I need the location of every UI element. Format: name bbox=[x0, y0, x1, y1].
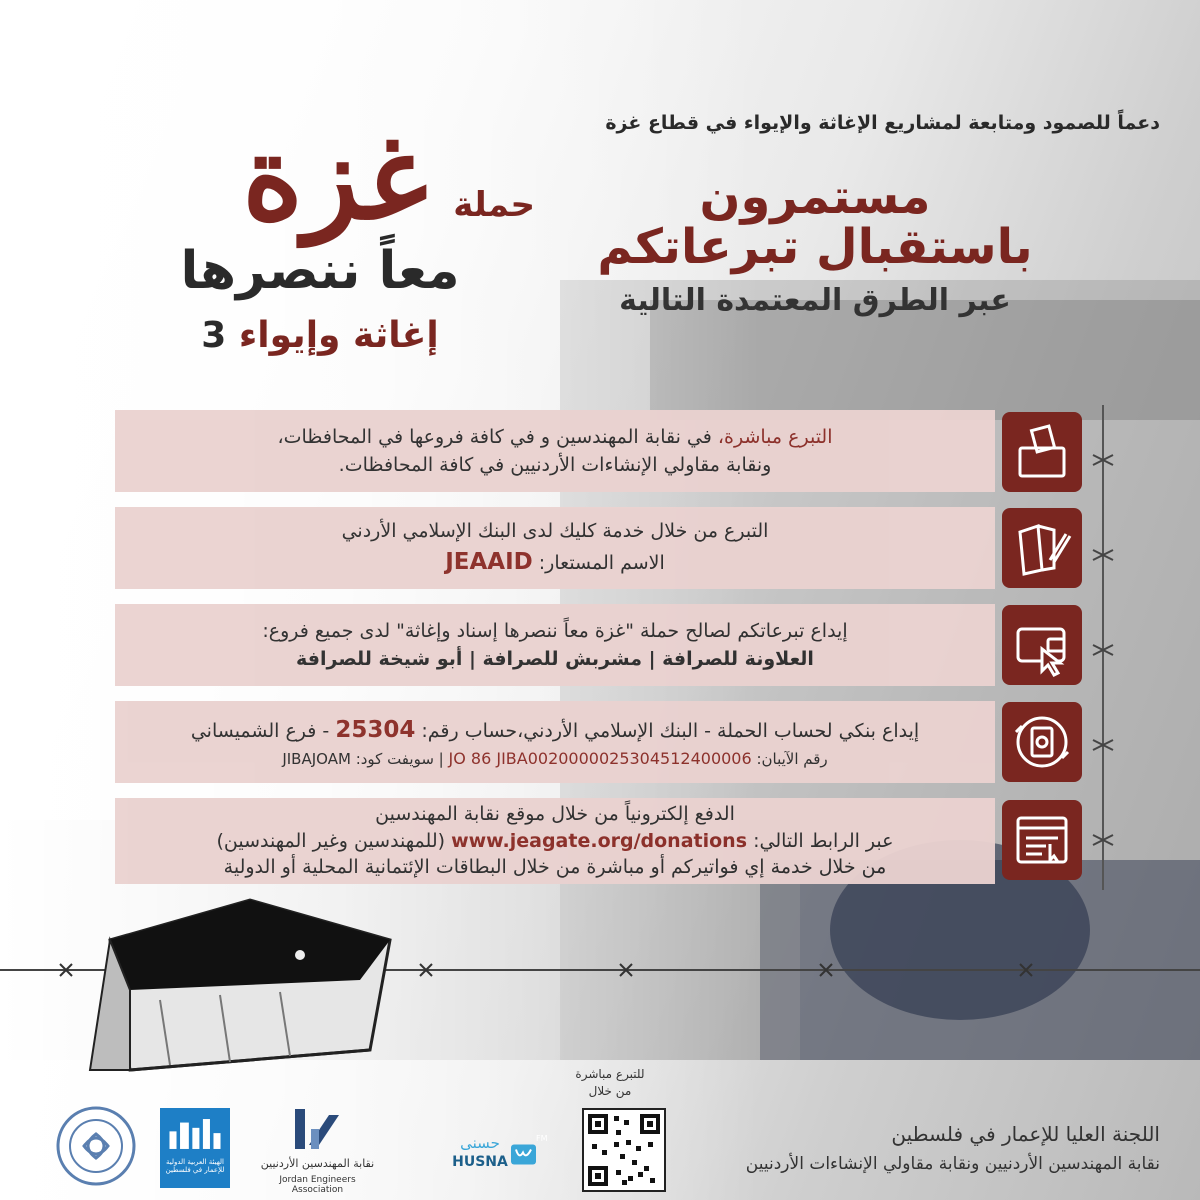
footer-organizers bbox=[690, 1122, 1160, 1174]
method-exchange bbox=[115, 604, 995, 686]
headline-line1: مستمرون bbox=[699, 169, 931, 225]
campaign-ighatha: إغاثة وإيواء bbox=[238, 315, 439, 356]
cash-deposit-icon bbox=[1002, 702, 1082, 782]
method-bank-branch: - فرع الشميساني bbox=[190, 719, 330, 742]
method-direct-line1 bbox=[129, 423, 981, 452]
qr-caption bbox=[560, 1066, 660, 1100]
method-online-line2 bbox=[129, 828, 981, 855]
method-online-note: (للمهندسين وغير المهندسين) bbox=[216, 829, 446, 852]
footer-line1: اللجنة العليا للإعمار في فلسطين bbox=[891, 1122, 1160, 1146]
campaign-maan: معاً ننصرها bbox=[180, 241, 460, 301]
qr-caption-line1: للتبرع مباشرة bbox=[575, 1067, 645, 1081]
method-bank-swift-label: | سويفت كود: bbox=[355, 750, 444, 769]
method-bank bbox=[115, 701, 995, 783]
ballot-box-icon bbox=[1002, 412, 1082, 492]
husna-fm: FM bbox=[536, 1134, 548, 1143]
round-emblem-logo bbox=[55, 1105, 137, 1187]
arab-committee-logo bbox=[160, 1108, 230, 1188]
husna-fm-logo bbox=[450, 1130, 570, 1180]
headline-line2: باستقبال تبرعاتكم bbox=[597, 219, 1033, 276]
method-exchange-line2: العلاونة للصرافة | مشربش للصرافة | أبو شيخة للصرافة bbox=[296, 648, 814, 670]
method-click-alias: JEAAID bbox=[445, 549, 533, 575]
tent-illustration bbox=[70, 880, 400, 1080]
husna-ar: حسنى bbox=[460, 1134, 500, 1152]
vertical-wire bbox=[1088, 405, 1118, 890]
arab-committee-name: الهيئة العربية الدولية للإعمار في فلسطين bbox=[165, 1158, 225, 1175]
method-click bbox=[115, 507, 995, 589]
method-online-line3: من خلال خدمة إي فواتيركم أو مباشرة من خلال البطاقات الإئتمانية المحلية أو الدولية bbox=[223, 856, 887, 879]
method-bank-line2 bbox=[129, 747, 981, 771]
footer-line2: نقابة المهندسين الأردنيين ونقابة مقاولي الإنشاءات الأردنيين bbox=[745, 1154, 1160, 1174]
method-bank-iban: JO 86 JIBA0020000025304512400006 bbox=[448, 749, 752, 769]
method-direct-text: في نقابة المهندسين و في كافة فروعها في المحافظات، bbox=[277, 425, 718, 448]
campaign-hamla: حملة bbox=[453, 185, 535, 225]
method-direct-accent: التبرع مباشرة، bbox=[717, 425, 833, 448]
campaign-number: 3 bbox=[201, 315, 227, 356]
method-bank-iban-label: رقم الآيبان: bbox=[756, 750, 828, 769]
method-bank-account: 25304 bbox=[335, 716, 416, 743]
jea-en: Jordan Engineers Association bbox=[279, 1175, 356, 1195]
method-online-line1: الدفع إلكترونياً من خلال موقع نقابة المهندسين bbox=[375, 803, 735, 826]
method-click-label: الاسم المستعار: bbox=[538, 552, 665, 574]
headline-line3: عبر الطرق المعتمدة التالية bbox=[619, 282, 1011, 318]
method-online-link-label: عبر الرابط التالي: bbox=[753, 829, 894, 852]
method-exchange-line1: إيداع تبرعاتكم لصالح حملة "غزة معاً ننصرها إسناد وإغاثة" لدى جميع فروع: bbox=[262, 619, 848, 642]
wallet-click-icon bbox=[1002, 605, 1082, 685]
campaign-subtitle bbox=[115, 315, 525, 356]
campaign-gaza: غزة bbox=[242, 110, 428, 246]
headline bbox=[585, 169, 1045, 318]
method-direct-line2: ونقابة مقاولي الإنشاءات الأردنيين في كافة المحافظات. bbox=[338, 454, 772, 476]
jea-ar: نقابة المهندسين الأردنيين bbox=[260, 1157, 375, 1170]
qr-caption-line2: من خلال bbox=[588, 1083, 632, 1098]
method-bank-swift: JIBAJOAM bbox=[282, 750, 351, 769]
method-direct bbox=[115, 410, 995, 492]
method-click-line1: التبرع من خلال خدمة كليك لدى البنك الإسلامي الأردني bbox=[341, 519, 769, 542]
online-payment-icon bbox=[1002, 800, 1082, 880]
donations-link[interactable]: www.jeagate.org/donations bbox=[451, 829, 748, 852]
method-bank-line1 bbox=[129, 713, 981, 748]
signing-document-icon bbox=[1002, 508, 1082, 588]
method-bank-text: إيداع بنكي لحساب الحملة - البنك الإسلامي الأردني،حساب رقم: bbox=[421, 719, 920, 742]
tagline: دعماً للصمود ومتابعة لمشاريع الإغاثة والإيواء في قطاع غزة bbox=[605, 112, 1160, 134]
qr-code[interactable] bbox=[582, 1108, 666, 1192]
campaign-logo bbox=[115, 80, 545, 370]
husna-en: HUSNA bbox=[452, 1154, 508, 1170]
jea-logo bbox=[255, 1105, 380, 1195]
method-online bbox=[115, 798, 995, 884]
